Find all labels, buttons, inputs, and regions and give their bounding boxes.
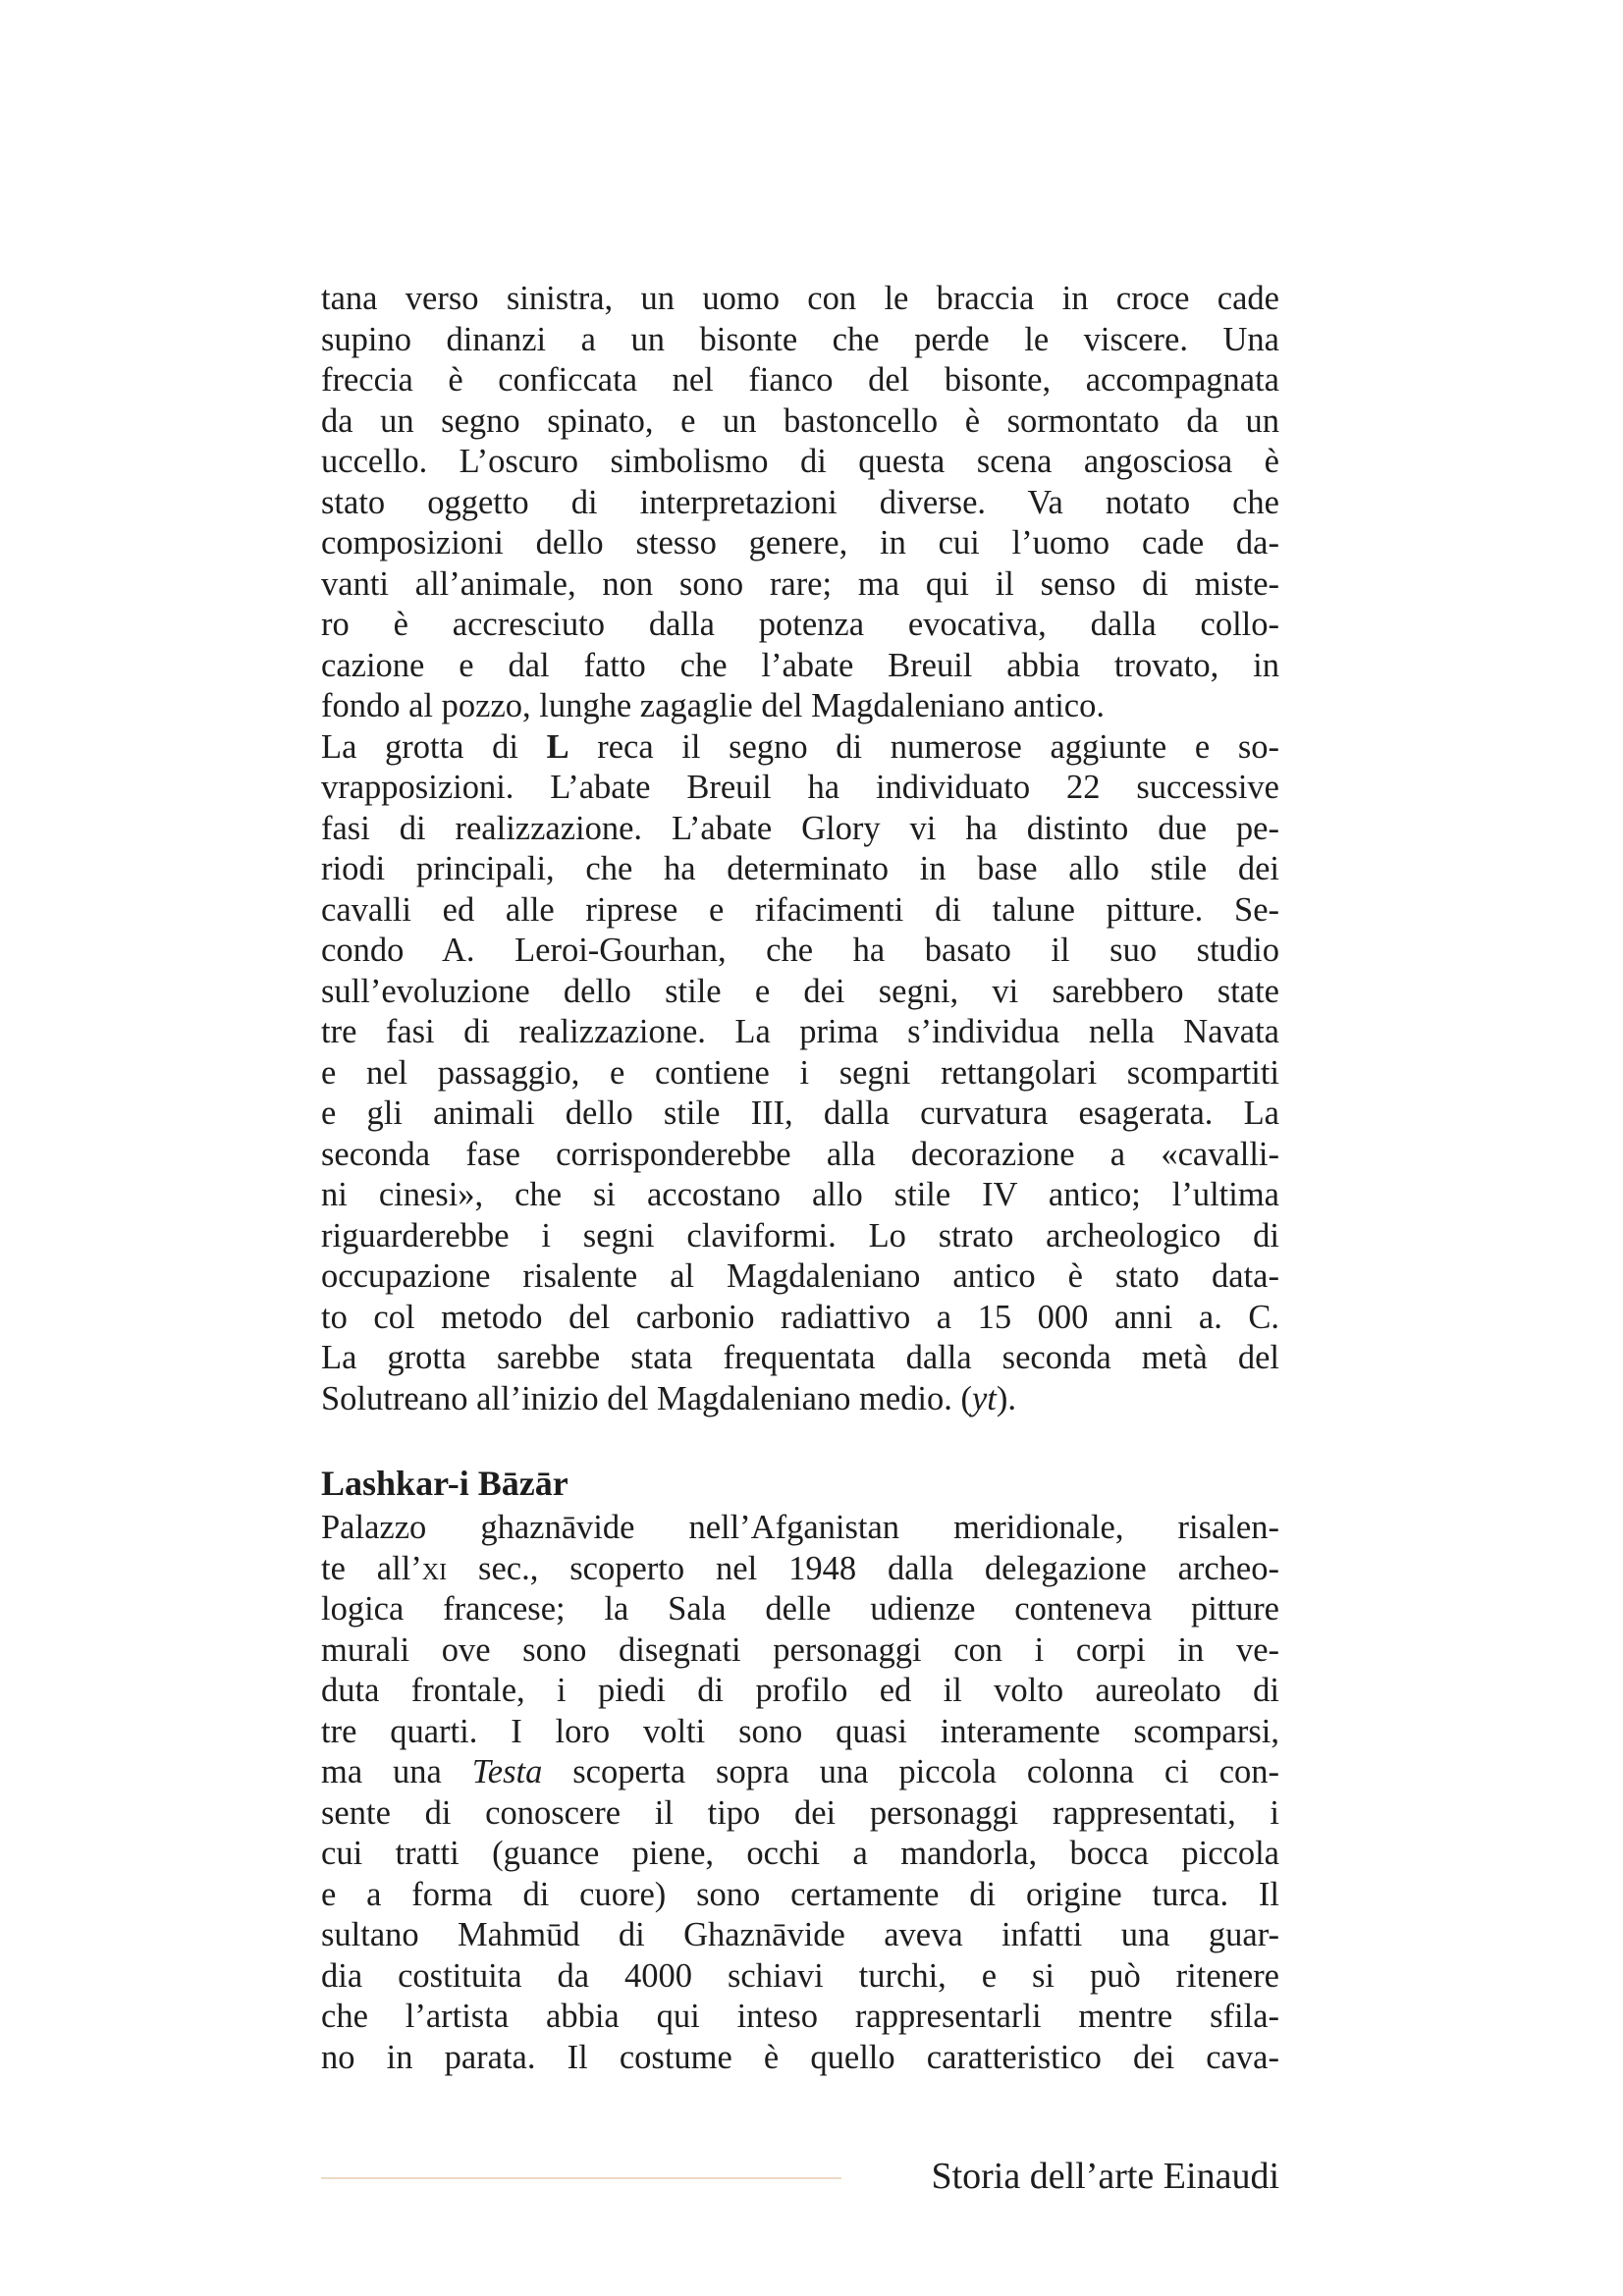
- text-fragment: reca il segno di numerose aggiunte e so-: [568, 727, 1279, 766]
- text-line: riodi principali, che ha determinato in base allo stile dei: [321, 850, 1279, 887]
- text-line: sente di conoscere il tipo dei personaggi rappresentati, i: [321, 1793, 1279, 1832]
- text-line: tre fasi di realizzazione. La prima s’individua nella Navata: [321, 1013, 1279, 1050]
- text-line: [321, 1549, 1279, 1590]
- text-line: che l’artista abbia qui inteso rappresentarli mentre sfila-: [321, 1998, 1279, 2035]
- text-line: cazione e dal fatto che l’abate Breuil abbia trovato, in: [321, 646, 1279, 684]
- text-line: uccello. L’oscuro simbolismo di questa scena angosciosa è: [321, 443, 1279, 480]
- text-column: [321, 279, 1279, 2078]
- text-line: tana verso sinistra, un uomo con le braccia in croce cade: [321, 280, 1279, 317]
- text-line: vrapposizioni. L’abate Breuil ha individuato 22 successive: [321, 769, 1279, 806]
- text-line: ro è accresciuto dalla potenza evocativa, dalla collo-: [321, 606, 1279, 643]
- text-line: [321, 727, 1279, 769]
- text-line: freccia è conficcata nel fianco del bisonte, accompagnata: [321, 361, 1279, 399]
- entry-heading: Lashkar-i Bāzār: [321, 1464, 568, 1503]
- text-fragment: La grotta di: [321, 727, 547, 766]
- text-line: seconda fase corrisponderebbe alla decorazione a «cavalli-: [321, 1135, 1279, 1173]
- text-line: da un segno spinato, e un bastoncello è sormontato da un: [321, 401, 1279, 440]
- text-fragment: scoperta sopra una piccola colonna ci con-: [542, 1753, 1280, 1790]
- text-fragment: ma una: [321, 1753, 472, 1790]
- page-footer: [321, 2152, 1279, 2201]
- footer-rule: [321, 2177, 841, 2179]
- text-line: Palazzo ghaznāvide nell’Afganistan meridionale, risalen-: [321, 1509, 1279, 1546]
- text-line: sull’evoluzione dello stile e dei segni, vi sarebbero state: [321, 972, 1279, 1010]
- text-line: [321, 1752, 1279, 1793]
- text-line: dia costituita da 4000 schiavi turchi, e si può ritenere: [321, 1956, 1279, 1995]
- text-line: [321, 1379, 1279, 1420]
- text-line: vanti all’animale, non sono rare; ma qui il senso di miste-: [321, 564, 1279, 603]
- text-line: composizioni dello stesso genere, in cui l’uomo cade da-: [321, 524, 1279, 561]
- text-line: riguarderebbe i segni claviformi. Lo strato archeologico di: [321, 1216, 1279, 1255]
- text-line: e a forma di cuore) sono certamente di origine turca. Il: [321, 1875, 1279, 1913]
- text-line: to col metodo del carbonio radiattivo a 15 000 anni a. C.: [321, 1298, 1279, 1336]
- text-fragment: ).: [996, 1379, 1017, 1417]
- text-line: fasi di realizzazione. L’abate Glory vi ha distinto due pe-: [321, 809, 1279, 847]
- text-fragment: te all’: [321, 1549, 422, 1587]
- text-line: e nel passaggio, e contiene i segni rettangolari scompartiti: [321, 1053, 1279, 1092]
- text-line: no in parata. Il costume è quello caratteristico dei cava-: [321, 2038, 1279, 2076]
- text-line: duta frontale, i piedi di profilo ed il volto aureolato di: [321, 1672, 1279, 1709]
- entry-body: [321, 1508, 1279, 2078]
- footer-title: Storia dell’arte Einaudi: [931, 2156, 1279, 2197]
- text-line: sultano Mahmūd di Ghaznāvide aveva infatti una guar-: [321, 1916, 1279, 1953]
- text-line: stato oggetto di interpretazioni diverse. Va notato che: [321, 483, 1279, 521]
- text-line: logica francese; la Sala delle udienze conteneva pitture: [321, 1590, 1279, 1628]
- bold-reference: L: [546, 727, 569, 766]
- text-line: condo A. Leroi-Gourhan, che ha basato il suo studio: [321, 932, 1279, 969]
- paragraph-lascaux-phases: [321, 727, 1279, 1420]
- text-line: murali ove sono disegnati personaggi con i corpi in ve-: [321, 1630, 1279, 1669]
- paragraph-continuation: [321, 279, 1279, 727]
- author-initials: yt: [971, 1379, 997, 1417]
- text-line: e gli animali dello stile III, dalla curvatura esagerata. La: [321, 1095, 1279, 1132]
- artwork-title: Testa: [471, 1753, 543, 1790]
- text-fragment: sec., scoperto nel 1948 dalla delegazione archeo-: [447, 1549, 1279, 1587]
- text-fragment: Solutreano all’inizio del Magdaleniano medio. (: [321, 1379, 972, 1417]
- text-line: fondo al pozzo, lunghe zagaglie del Magdaleniano antico.: [321, 687, 1105, 724]
- century-numeral: xi: [421, 1549, 448, 1587]
- text-line: occupazione risalente al Magdaleniano antico è stato data-: [321, 1257, 1279, 1295]
- text-line: supino dinanzi a un bisonte che perde le viscere. Una: [321, 320, 1279, 358]
- text-line: ni cinesi», che si accostano allo stile IV antico; l’ultima: [321, 1176, 1279, 1213]
- text-line: La grotta sarebbe stata frequentata dalla seconda metà del: [321, 1339, 1279, 1376]
- text-line: cui tratti (guance piene, occhi a mandorla, bocca piccola: [321, 1835, 1279, 1872]
- text-line: cavalli ed alle riprese e rifacimenti di talune pitture. Se-: [321, 890, 1279, 929]
- text-line: tre quarti. I loro volti sono quasi interamente scomparsi,: [321, 1712, 1279, 1750]
